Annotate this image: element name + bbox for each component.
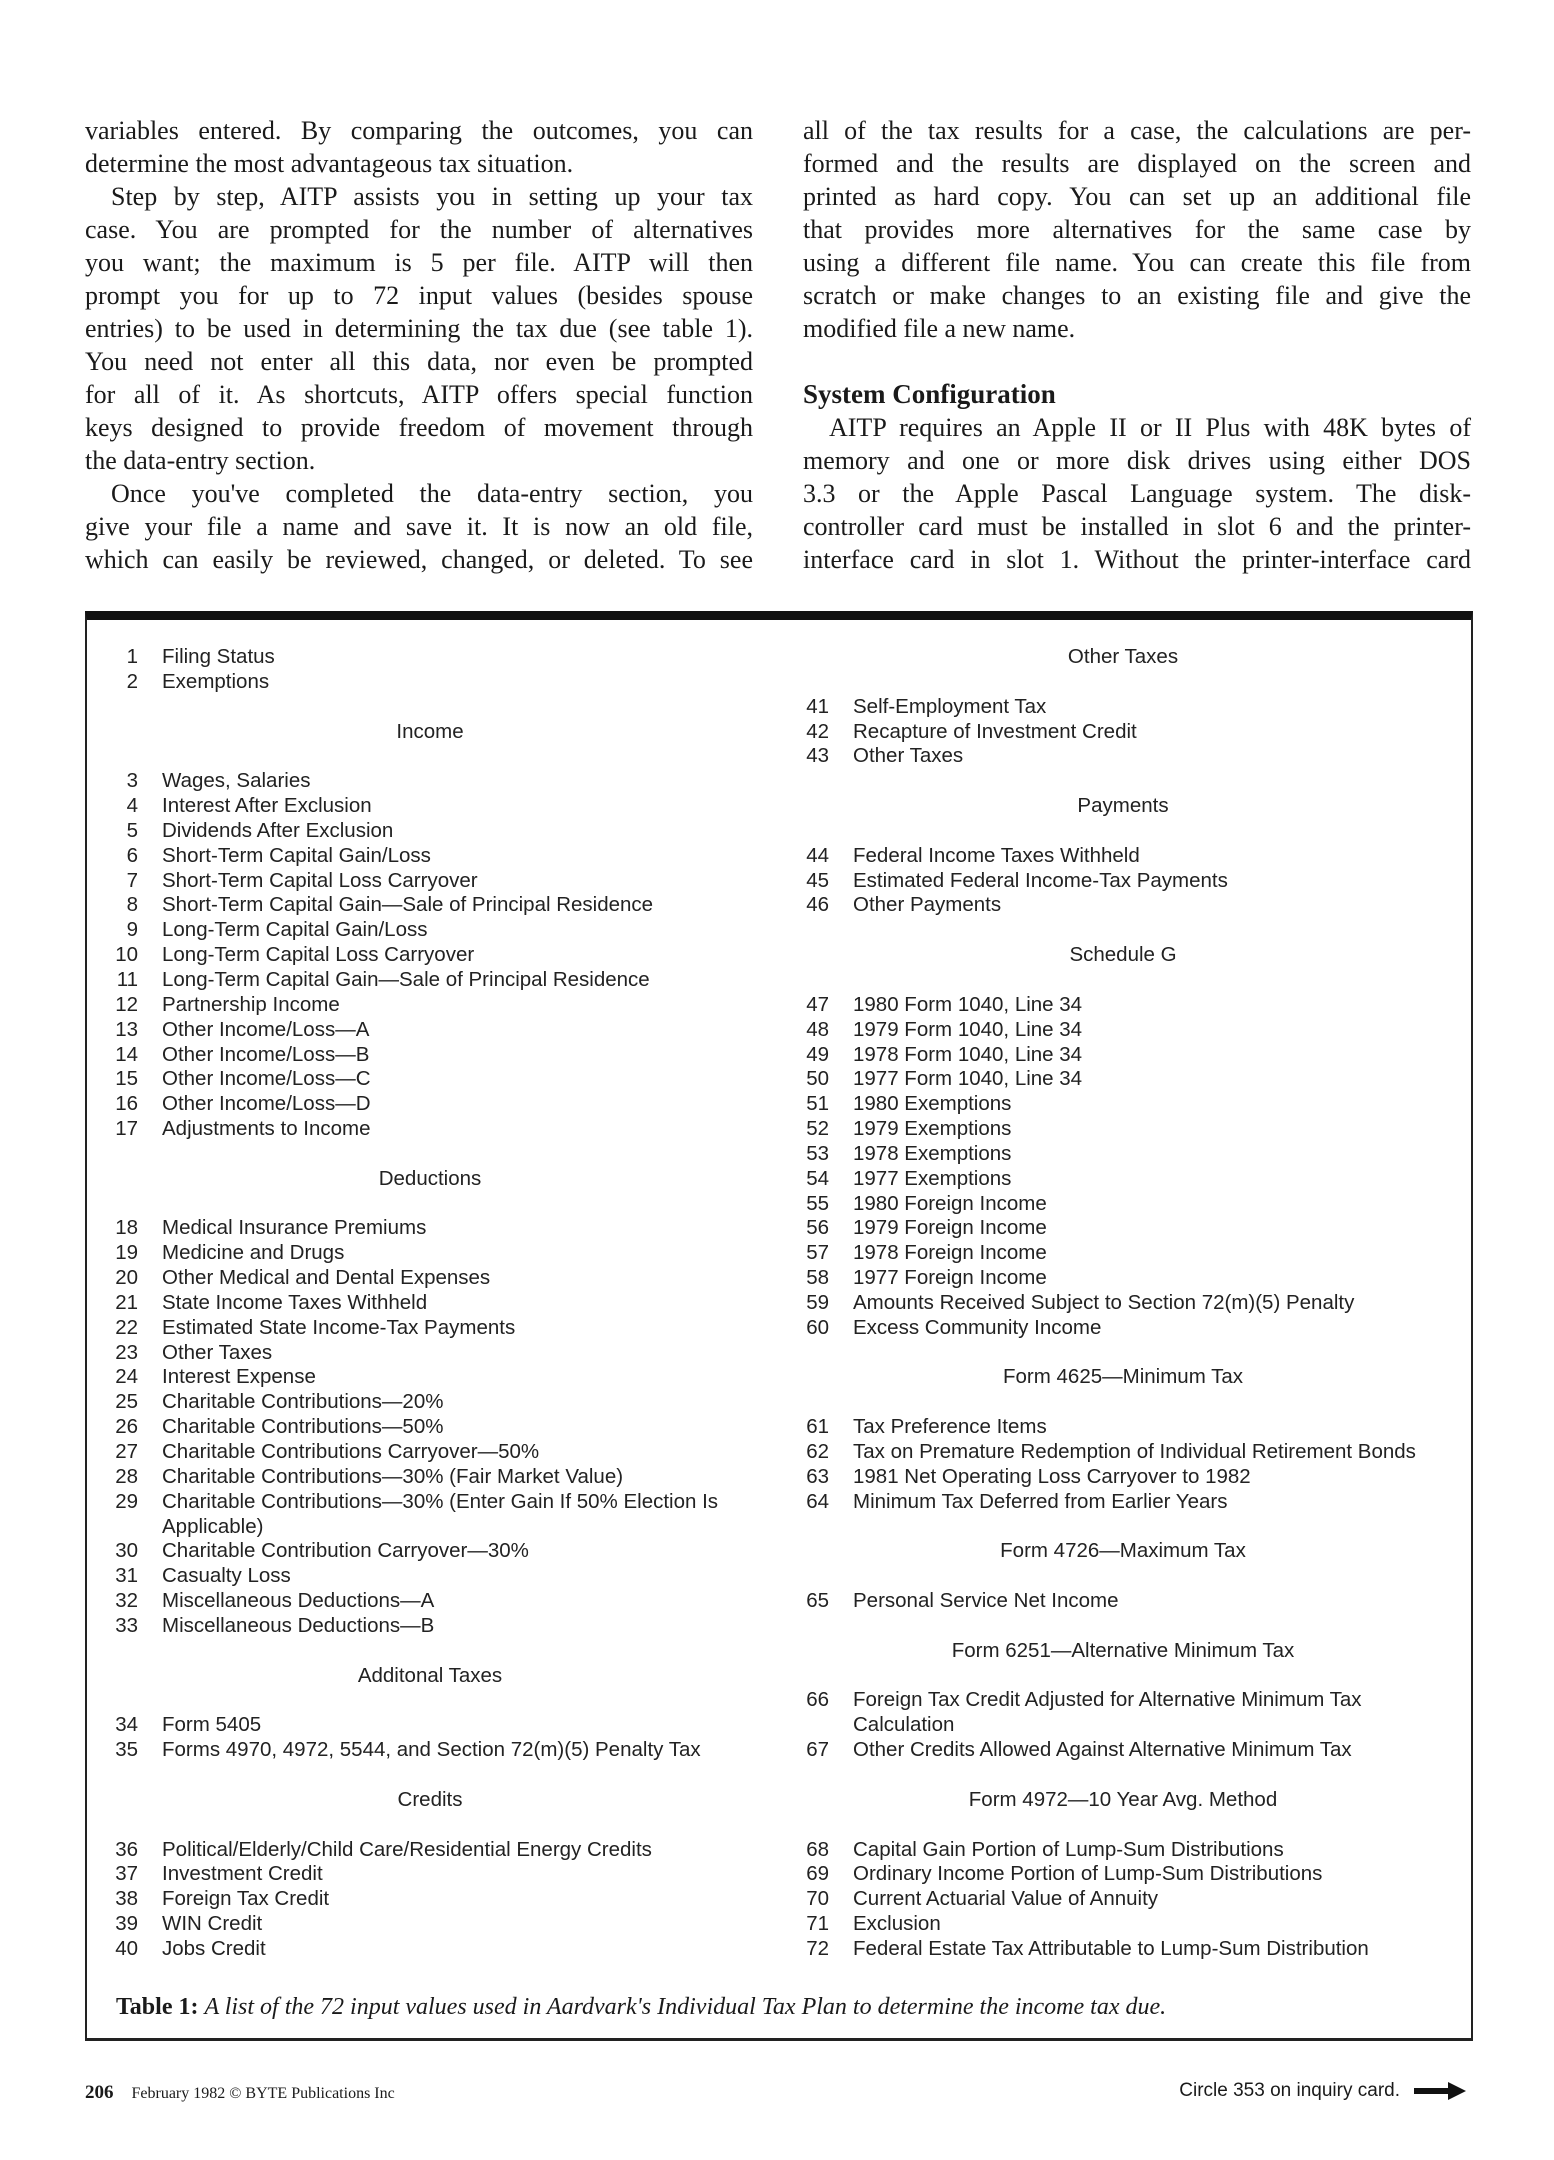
table-row bbox=[110, 844, 750, 869]
item-label: Recapture of Investment Credit bbox=[853, 719, 1137, 743]
item-label: Amounts Received Subject to Section 72(m)(5) Penalty bbox=[853, 1290, 1355, 1314]
item-label: 1979 Form 1040, Line 34 bbox=[853, 1017, 1083, 1041]
table-row bbox=[800, 1937, 1446, 1962]
item-number: 33 bbox=[115, 1613, 138, 1637]
item-number: 6 bbox=[126, 843, 138, 867]
item-number: 28 bbox=[115, 1464, 138, 1488]
item-label: Charitable Contribution Carryover—30% bbox=[162, 1539, 529, 1563]
table-row bbox=[800, 1167, 1446, 1192]
item-label: Other Medical and Dental Expenses bbox=[162, 1266, 491, 1290]
table-section-heading: Form 4726—Maximum Tax bbox=[1000, 1539, 1246, 1563]
table-row bbox=[110, 1092, 750, 1117]
caption-label: Table 1: bbox=[116, 1994, 199, 2020]
item-label: Other Income/Loss—D bbox=[162, 1092, 371, 1116]
item-label: Tax on Premature Redemption of Individual Retirement Bonds bbox=[853, 1440, 1416, 1463]
table-row bbox=[110, 645, 750, 670]
item-label: Adjustments to Income bbox=[162, 1117, 371, 1141]
item-label: Charitable Contributions Carryover—50% bbox=[162, 1440, 540, 1463]
item-number: 56 bbox=[806, 1216, 829, 1240]
item-number: 37 bbox=[115, 1862, 138, 1886]
item-number: 29 bbox=[115, 1489, 138, 1513]
table-row bbox=[800, 1838, 1446, 1863]
table-row bbox=[110, 1937, 750, 1962]
item-number: 15 bbox=[115, 1067, 138, 1091]
table-row bbox=[800, 1067, 1446, 1092]
item-number: 42 bbox=[806, 719, 829, 743]
table-row bbox=[110, 1887, 750, 1912]
table-1-box bbox=[85, 611, 1473, 2041]
table-row bbox=[110, 1365, 750, 1390]
table-row bbox=[110, 769, 750, 794]
table-row bbox=[800, 1738, 1446, 1763]
table-row bbox=[110, 993, 750, 1018]
table-section-heading: Deductions bbox=[378, 1166, 482, 1190]
table-row bbox=[800, 1216, 1446, 1241]
item-label: Foreign Tax Credit bbox=[162, 1887, 330, 1911]
item-number: 34 bbox=[115, 1713, 138, 1737]
table-row bbox=[110, 819, 750, 844]
item-label: Tax Preference Items bbox=[853, 1415, 1047, 1439]
item-number: 19 bbox=[115, 1241, 138, 1265]
text-line: 3.3 or the Apple Pascal Language system. The disk- bbox=[803, 479, 1471, 508]
item-number: 51 bbox=[806, 1092, 829, 1116]
table-row bbox=[110, 1018, 750, 1043]
text-line: interface card in slot 1. Without the printer-interface card bbox=[803, 545, 1471, 574]
item-label: Federal Estate Tax Attributable to Lump-Sum Distribution bbox=[853, 1936, 1369, 1960]
table-section-heading: Form 4972—10 Year Avg. Method bbox=[968, 1787, 1278, 1811]
item-label: Form 5405 bbox=[162, 1713, 262, 1737]
table-row bbox=[110, 1862, 750, 1887]
table-row bbox=[110, 943, 750, 968]
table-row bbox=[110, 1564, 750, 1589]
table-row bbox=[110, 1539, 750, 1564]
item-number: 25 bbox=[115, 1390, 138, 1414]
text-line: printed as hard copy. You can set up an additional file bbox=[803, 182, 1471, 211]
item-number: 64 bbox=[806, 1489, 829, 1513]
table-row bbox=[110, 1067, 750, 1092]
text-line: scratch or make changes to an existing file and give the bbox=[803, 281, 1471, 310]
item-number: 26 bbox=[115, 1415, 138, 1439]
table-section-heading: Additonal Taxes bbox=[357, 1663, 503, 1687]
table-section-heading: Credits bbox=[397, 1787, 463, 1811]
text-line: entries) to be used in determining the tax due (see table 1). bbox=[85, 314, 753, 343]
item-label: Interest Expense bbox=[162, 1365, 316, 1389]
table-row bbox=[800, 1887, 1446, 1912]
item-label: Political/Elderly/Child Care/Residential Energy Credits bbox=[162, 1837, 652, 1861]
table-row bbox=[110, 1415, 750, 1440]
body-column-left bbox=[85, 114, 753, 576]
table-row bbox=[800, 1688, 1446, 1738]
item-label: Short-Term Capital Loss Carryover bbox=[162, 868, 478, 892]
item-number: 72 bbox=[806, 1936, 829, 1960]
table-row bbox=[110, 1390, 750, 1415]
text-line: which can easily be reviewed, changed, or deleted. To see bbox=[85, 545, 753, 574]
item-label: Current Actuarial Value of Annuity bbox=[853, 1887, 1159, 1911]
item-label: Other Income/Loss—B bbox=[162, 1042, 370, 1066]
table-row bbox=[800, 1862, 1446, 1887]
item-label: 1977 Foreign Income bbox=[853, 1266, 1047, 1290]
footer-right bbox=[1179, 2080, 1466, 2102]
table-row bbox=[800, 1490, 1446, 1515]
table-row bbox=[800, 844, 1446, 869]
item-number: 18 bbox=[115, 1216, 138, 1240]
table-row bbox=[110, 1589, 750, 1614]
item-label: Long-Term Capital Gain—Sale of Principal Residence bbox=[162, 967, 650, 991]
table-row bbox=[800, 869, 1446, 894]
item-number: 46 bbox=[806, 893, 829, 917]
item-number: 68 bbox=[806, 1837, 829, 1861]
item-number: 5 bbox=[126, 818, 138, 842]
table-row bbox=[800, 1241, 1446, 1266]
item-number: 70 bbox=[806, 1887, 829, 1911]
table-row bbox=[800, 1291, 1446, 1316]
text-line: modified file a new name. bbox=[803, 314, 1076, 343]
text-line: AITP requires an Apple II or II Plus with 48K bytes of bbox=[829, 413, 1471, 442]
item-label: Other Taxes bbox=[162, 1340, 273, 1364]
table-row bbox=[110, 1043, 750, 1068]
item-number: 59 bbox=[806, 1290, 829, 1314]
item-number: 3 bbox=[126, 769, 138, 793]
inquiry-note: Circle 353 on inquiry card. bbox=[1179, 2080, 1400, 2101]
item-label: Jobs Credit bbox=[162, 1936, 266, 1960]
item-label: Minimum Tax Deferred from Earlier Years bbox=[853, 1489, 1228, 1513]
item-label: 1977 Exemptions bbox=[853, 1166, 1012, 1190]
table-row bbox=[110, 968, 750, 993]
item-number: 24 bbox=[115, 1365, 138, 1389]
table-row bbox=[110, 1614, 750, 1639]
text-line: controller card must be installed in slot 6 and the printer- bbox=[803, 512, 1471, 541]
item-number: 52 bbox=[806, 1117, 829, 1141]
table-row bbox=[800, 720, 1446, 745]
item-label: Personal Service Net Income bbox=[853, 1589, 1119, 1613]
table-row bbox=[110, 869, 750, 894]
table-row bbox=[800, 1589, 1446, 1614]
table-section-heading: Form 6251—Alternative Minimum Tax bbox=[951, 1638, 1295, 1662]
item-number: 11 bbox=[116, 967, 138, 991]
table-row bbox=[800, 893, 1446, 918]
item-number: 2 bbox=[126, 669, 138, 693]
item-label: Other Income/Loss—C bbox=[162, 1067, 371, 1091]
text-line: keys designed to provide freedom of movement through bbox=[85, 413, 753, 442]
item-number: 63 bbox=[806, 1464, 829, 1488]
item-number: 38 bbox=[115, 1887, 138, 1911]
item-label: 1979 Exemptions bbox=[853, 1117, 1012, 1141]
item-label: Ordinary Income Portion of Lump-Sum Distributions bbox=[853, 1862, 1323, 1886]
table-row bbox=[110, 1316, 750, 1341]
table-row bbox=[110, 893, 750, 918]
caption-text: A list of the 72 input values used in Aardvark's Individual Tax Plan to determine the income tax due. bbox=[204, 1994, 1167, 2020]
table-row bbox=[800, 1142, 1446, 1167]
item-number: 32 bbox=[115, 1589, 138, 1613]
table-row bbox=[110, 1341, 750, 1366]
text-line: using a different file name. You can create this file from bbox=[803, 248, 1471, 277]
item-number: 23 bbox=[115, 1340, 138, 1364]
table-row bbox=[800, 1018, 1446, 1043]
item-label: State Income Taxes Withheld bbox=[162, 1290, 428, 1314]
section-heading: System Configuration bbox=[803, 379, 1056, 409]
item-label: Long-Term Capital Gain/Loss bbox=[162, 918, 428, 942]
table-row bbox=[110, 1912, 750, 1937]
item-label: Investment Credit bbox=[162, 1862, 323, 1886]
item-number: 10 bbox=[115, 943, 138, 967]
page-number: 206 bbox=[85, 2082, 114, 2103]
right-arrow-icon bbox=[1414, 2082, 1466, 2100]
item-number: 9 bbox=[126, 918, 138, 942]
item-number: 22 bbox=[115, 1315, 138, 1339]
table-row bbox=[110, 1713, 750, 1738]
item-number: 36 bbox=[115, 1837, 138, 1861]
table-row bbox=[110, 794, 750, 819]
table-section-heading: Schedule G bbox=[1069, 943, 1177, 967]
text-line: Once you've completed the data-entry section, you bbox=[111, 479, 753, 508]
item-label: Short-Term Capital Gain—Sale of Principal Residence bbox=[162, 893, 654, 917]
item-number: 14 bbox=[115, 1042, 138, 1066]
item-label: Other Income/Loss—A bbox=[162, 1017, 370, 1041]
item-label: 1979 Foreign Income bbox=[853, 1216, 1047, 1240]
item-label: 1978 Form 1040, Line 34 bbox=[853, 1042, 1083, 1066]
table-row bbox=[110, 1266, 750, 1291]
table-row bbox=[110, 1216, 750, 1241]
footer-left bbox=[85, 2082, 395, 2104]
item-number: 53 bbox=[806, 1141, 829, 1165]
item-number: 16 bbox=[115, 1092, 138, 1116]
item-label: Other Taxes bbox=[853, 744, 964, 768]
item-number: 43 bbox=[806, 744, 829, 768]
item-number: 61 bbox=[806, 1415, 829, 1439]
table-row bbox=[110, 1838, 750, 1863]
item-label: Charitable Contributions—30% (Enter Gain If 50% Election Is Applicable) bbox=[162, 1489, 719, 1538]
item-number: 8 bbox=[126, 893, 138, 917]
item-number: 35 bbox=[115, 1738, 138, 1762]
item-number: 4 bbox=[126, 794, 138, 818]
item-label: Charitable Contributions—20% bbox=[162, 1390, 444, 1414]
item-number: 57 bbox=[806, 1241, 829, 1265]
item-label: Foreign Tax Credit Adjusted for Alternative Minimum Tax Calculation bbox=[853, 1688, 1362, 1737]
item-number: 67 bbox=[806, 1738, 829, 1762]
item-label: Exclusion bbox=[853, 1912, 941, 1936]
item-label: Capital Gain Portion of Lump-Sum Distributions bbox=[853, 1837, 1284, 1861]
item-label: Short-Term Capital Gain/Loss bbox=[162, 843, 431, 867]
item-label: Excess Community Income bbox=[853, 1315, 1102, 1339]
body-column-right bbox=[803, 114, 1471, 576]
table-row bbox=[800, 744, 1446, 769]
table-row bbox=[110, 918, 750, 943]
item-label: Miscellaneous Deductions—B bbox=[162, 1613, 435, 1637]
table-section-heading: Other Taxes bbox=[1067, 645, 1179, 668]
table-row bbox=[800, 1316, 1446, 1341]
item-number: 17 bbox=[115, 1117, 138, 1141]
item-number: 31 bbox=[115, 1564, 138, 1588]
table-row bbox=[800, 1440, 1446, 1465]
table-row bbox=[800, 1192, 1446, 1217]
item-label: Estimated Federal Income-Tax Payments bbox=[853, 868, 1228, 892]
table-row bbox=[110, 1738, 750, 1763]
item-label: 1981 Net Operating Loss Carryover to 1982 bbox=[853, 1464, 1251, 1488]
item-label: Forms 4970, 4972, 5544, and Section 72(m)(5) Penalty Tax bbox=[162, 1738, 701, 1762]
item-label: 1980 Form 1040, Line 34 bbox=[853, 992, 1083, 1016]
item-label: Long-Term Capital Loss Carryover bbox=[162, 943, 475, 967]
item-label: WIN Credit bbox=[162, 1912, 263, 1936]
item-label: 1978 Exemptions bbox=[853, 1141, 1012, 1165]
publication-info: February 1982 © BYTE Publications Inc bbox=[131, 2085, 395, 2102]
item-number: 62 bbox=[806, 1440, 829, 1463]
table-row bbox=[110, 1490, 750, 1540]
item-label: Wages, Salaries bbox=[162, 769, 311, 793]
item-number: 58 bbox=[806, 1266, 829, 1290]
item-label: Medical Insurance Premiums bbox=[162, 1216, 427, 1240]
table-row bbox=[110, 1465, 750, 1490]
item-number: 20 bbox=[115, 1266, 138, 1290]
table-row bbox=[110, 1241, 750, 1266]
item-number: 44 bbox=[806, 843, 829, 867]
table-row bbox=[110, 1440, 750, 1465]
table-caption bbox=[116, 1994, 1166, 2021]
item-label: 1977 Form 1040, Line 34 bbox=[853, 1067, 1083, 1091]
table-row bbox=[800, 1092, 1446, 1117]
item-label: Filing Status bbox=[162, 645, 275, 668]
item-label: 1978 Foreign Income bbox=[853, 1241, 1047, 1265]
item-number: 12 bbox=[115, 992, 138, 1016]
text-line: prompt you for up to 72 input values (besides spouse bbox=[85, 281, 753, 310]
item-number: 69 bbox=[806, 1862, 829, 1886]
item-label: Estimated State Income-Tax Payments bbox=[162, 1315, 516, 1339]
item-number: 30 bbox=[115, 1539, 138, 1563]
item-number: 65 bbox=[806, 1589, 829, 1613]
table-column-left bbox=[110, 645, 750, 1962]
text-line: variables entered. By comparing the outcomes, you can bbox=[85, 116, 753, 145]
item-label: Partnership Income bbox=[162, 992, 340, 1016]
item-label: Federal Income Taxes Withheld bbox=[853, 843, 1140, 867]
item-number: 66 bbox=[806, 1688, 829, 1712]
table-row bbox=[800, 1117, 1446, 1142]
item-label: Interest After Exclusion bbox=[162, 794, 372, 818]
item-number: 50 bbox=[806, 1067, 829, 1091]
item-label: Charitable Contributions—50% bbox=[162, 1415, 444, 1439]
item-number: 27 bbox=[115, 1440, 138, 1463]
text-line: give your file a name and save it. It is now an old file, bbox=[85, 512, 753, 541]
table-row bbox=[800, 1465, 1446, 1490]
item-number: 39 bbox=[115, 1912, 138, 1936]
table-row bbox=[800, 1415, 1446, 1440]
text-line: for all of it. As shortcuts, AITP offers special function bbox=[85, 380, 753, 409]
item-label: Exemptions bbox=[162, 669, 270, 693]
table-row bbox=[800, 993, 1446, 1018]
text-line: memory and one or more disk drives using either DOS bbox=[803, 446, 1471, 475]
item-label: Other Credits Allowed Against Alternative Minimum Tax bbox=[853, 1738, 1352, 1762]
item-number: 49 bbox=[806, 1042, 829, 1066]
item-number: 54 bbox=[806, 1166, 829, 1190]
item-number: 71 bbox=[806, 1912, 829, 1936]
item-number: 45 bbox=[806, 868, 829, 892]
item-number: 47 bbox=[806, 992, 829, 1016]
text-line: case. You are prompted for the number of alternatives bbox=[85, 215, 753, 244]
table-section-heading: Payments bbox=[1077, 794, 1169, 818]
table-row bbox=[110, 1117, 750, 1142]
table-column-right bbox=[800, 645, 1446, 1962]
item-label: Self-Employment Tax bbox=[853, 694, 1047, 718]
item-label: Casualty Loss bbox=[162, 1564, 291, 1588]
text-line: You need not enter all this data, nor even be prompted bbox=[85, 347, 753, 376]
text-line: you want; the maximum is 5 per file. AITP will then bbox=[85, 248, 753, 277]
item-label: Miscellaneous Deductions—A bbox=[162, 1589, 435, 1613]
item-number: 55 bbox=[806, 1191, 829, 1215]
table-row bbox=[110, 670, 750, 695]
table-section-heading: Form 4625—Minimum Tax bbox=[1003, 1365, 1243, 1389]
table-row bbox=[110, 1291, 750, 1316]
table-row bbox=[800, 1266, 1446, 1291]
item-label: Medicine and Drugs bbox=[162, 1241, 345, 1265]
table-row bbox=[800, 1043, 1446, 1068]
item-number: 1 bbox=[126, 645, 138, 668]
item-label: 1980 Foreign Income bbox=[853, 1191, 1047, 1215]
item-number: 40 bbox=[115, 1936, 138, 1960]
table-section-heading: Income bbox=[396, 719, 464, 743]
item-label: Other Payments bbox=[853, 893, 1002, 917]
item-label: Charitable Contributions—30% (Fair Market Value) bbox=[162, 1464, 624, 1488]
item-number: 60 bbox=[806, 1315, 829, 1339]
item-number: 13 bbox=[115, 1017, 138, 1041]
blank-line bbox=[803, 345, 1471, 378]
text-line: Step by step, AITP assists you in setting up your tax bbox=[111, 182, 753, 211]
item-number: 48 bbox=[806, 1017, 829, 1041]
text-line: determine the most advantageous tax situation. bbox=[85, 149, 574, 178]
text-line: all of the tax results for a case, the calculations are per- bbox=[803, 116, 1471, 145]
item-label: Dividends After Exclusion bbox=[162, 818, 394, 842]
item-number: 21 bbox=[115, 1290, 138, 1314]
item-number: 41 bbox=[806, 694, 829, 718]
table-row bbox=[800, 1912, 1446, 1937]
text-line: the data-entry section. bbox=[85, 446, 316, 475]
text-line: formed and the results are displayed on the screen and bbox=[803, 149, 1471, 178]
table-row bbox=[800, 695, 1446, 720]
text-line: that provides more alternatives for the same case by bbox=[803, 215, 1471, 244]
item-number: 7 bbox=[126, 868, 138, 892]
item-label: 1980 Exemptions bbox=[853, 1092, 1012, 1116]
